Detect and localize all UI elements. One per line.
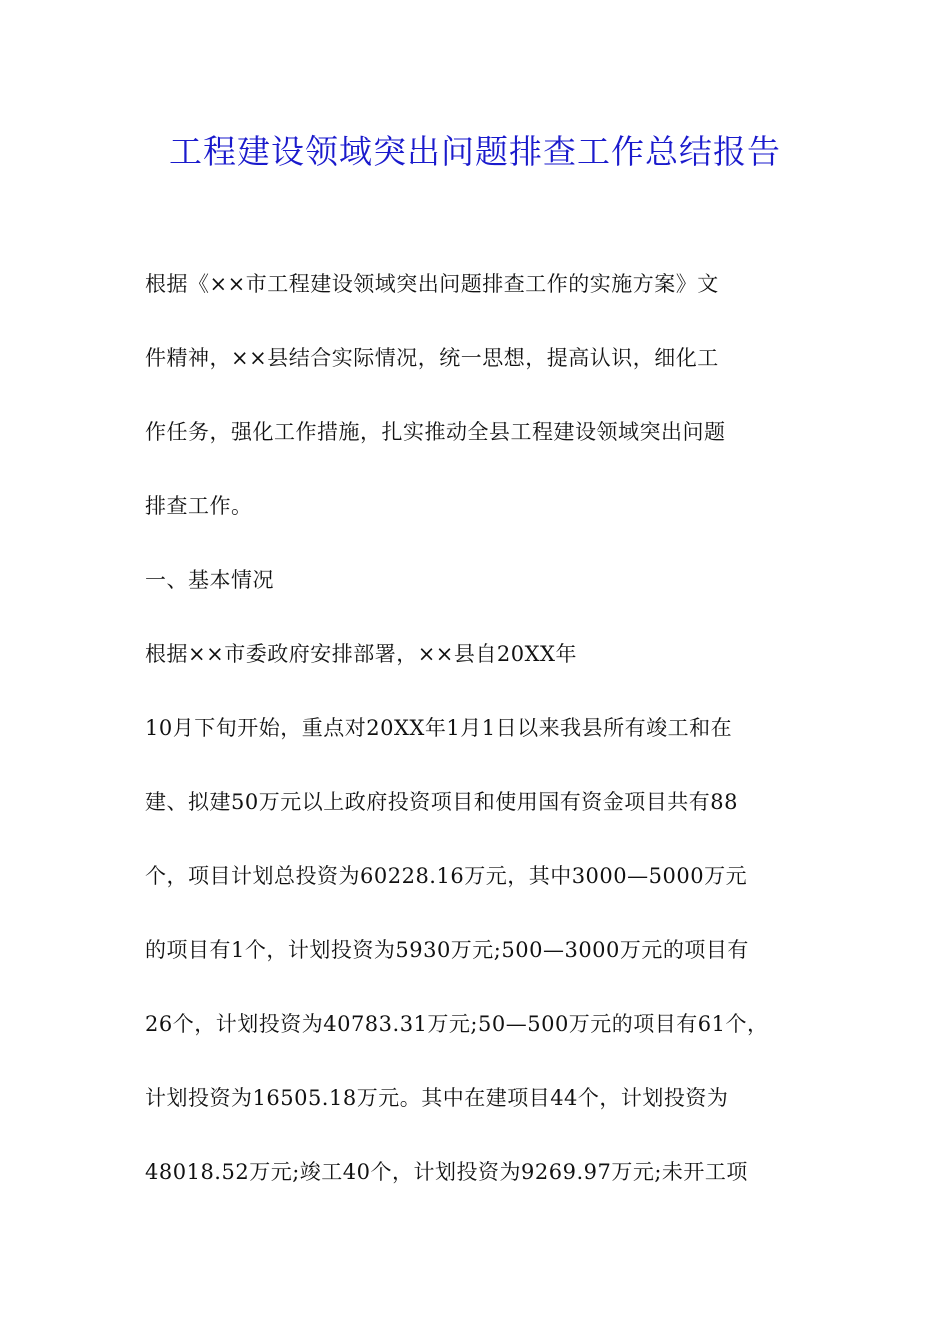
paragraph-line: 作任务，强化工作措施，扎实推动全县工程建设领域突出问题: [145, 420, 726, 444]
paragraph-line: 建、拟建50万元以上政府投资项目和使用国有资金项目共有88: [145, 790, 738, 814]
paragraph-line: 计划投资为16505.18万元。其中在建项目44个，计划投资为: [145, 1086, 729, 1110]
paragraph-line: 个，项目计划总投资为60228.16万元，其中3000—5000万元: [145, 864, 748, 888]
paragraph-line: 排查工作。: [145, 494, 253, 518]
paragraph-line: 的项目有1个，计划投资为5930万元;500—3000万元的项目有: [145, 938, 749, 962]
paragraph-line: 48018.52万元;竣工40个，计划投资为9269.97万元;未开工项: [145, 1160, 748, 1184]
paragraph-line: 根据《××市工程建设领域突出问题排查工作的实施方案》文: [145, 272, 719, 296]
document-title: 工程建设领域突出问题排查工作总结报告: [169, 132, 781, 171]
paragraph-line: 10月下旬开始，重点对20XX年1月1日以来我县所有竣工和在: [145, 716, 733, 740]
paragraph-line: 根据××市委政府安排部署，××县自20XX年: [145, 642, 578, 666]
paragraph-line: 件精神，××县结合实际情况，统一思想，提高认识，细化工: [145, 346, 719, 370]
paragraph-line: 26个，计划投资为40783.31万元;50—500万元的项目有61个，: [145, 1012, 769, 1036]
section-heading: 一、基本情况: [145, 568, 274, 592]
document-body: [145, 260, 825, 1222]
